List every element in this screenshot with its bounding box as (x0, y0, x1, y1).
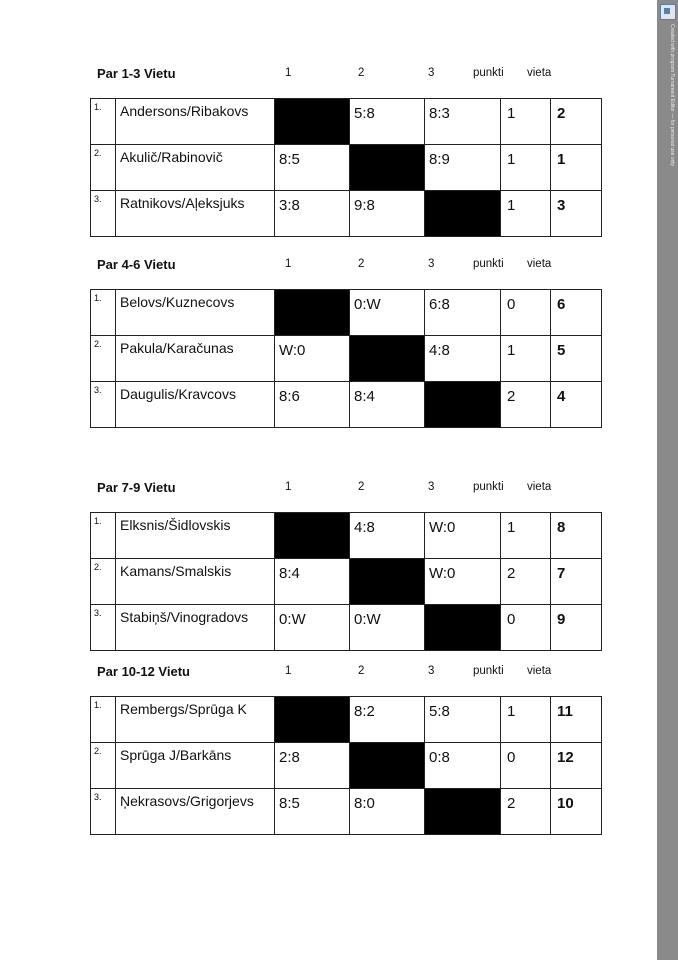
points-cell: 0 (501, 743, 551, 789)
self-match-cell (425, 789, 501, 835)
place-cell: 8 (551, 513, 602, 559)
row-number: 1. (91, 513, 116, 559)
self-match-cell (350, 559, 425, 605)
group-header (90, 257, 565, 277)
self-match-cell (275, 99, 350, 145)
match-score: 0:W (350, 290, 425, 336)
match-score: 8:9 (425, 145, 501, 191)
self-match-cell (275, 290, 350, 336)
column-header-place: vieta (527, 67, 552, 79)
self-match-cell (425, 191, 501, 237)
pair-name: Belovs/Kuznecovs (116, 290, 275, 336)
place-cell: 10 (551, 789, 602, 835)
row-number: 1. (91, 697, 116, 743)
match-score: 4:8 (350, 513, 425, 559)
place-cell: 6 (551, 290, 602, 336)
self-match-cell (350, 145, 425, 191)
table-row (91, 145, 602, 191)
column-header-c2: 2 (358, 665, 365, 677)
match-score: 0:8 (425, 743, 501, 789)
column-header-points: punkti (473, 481, 504, 493)
group-title: Par 4-6 Vietu (97, 257, 176, 272)
row-number: 1. (91, 99, 116, 145)
row-number: 2. (91, 743, 116, 789)
match-score: 8:2 (350, 697, 425, 743)
points-cell: 1 (501, 191, 551, 237)
group-header (90, 66, 565, 86)
place-cell: 1 (551, 145, 602, 191)
standings-group (90, 480, 566, 628)
match-score: 5:8 (425, 697, 501, 743)
row-number: 2. (91, 559, 116, 605)
group-title: Par 1-3 Vietu (97, 66, 176, 81)
points-cell: 2 (501, 382, 551, 428)
row-number: 1. (91, 290, 116, 336)
self-match-cell (350, 743, 425, 789)
self-match-cell (425, 605, 501, 651)
standings-group (90, 66, 566, 214)
column-header-c1: 1 (285, 665, 292, 677)
points-cell: 1 (501, 145, 551, 191)
column-header-points: punkti (473, 665, 504, 677)
standings-table (90, 98, 602, 237)
place-cell: 7 (551, 559, 602, 605)
row-number: 2. (91, 145, 116, 191)
group-header (90, 480, 565, 500)
match-score: 9:8 (350, 191, 425, 237)
row-number: 3. (91, 191, 116, 237)
column-header-c3: 3 (428, 258, 435, 270)
standings-table (90, 696, 602, 835)
column-header-c2: 2 (358, 481, 365, 493)
app-logo-icon (660, 4, 676, 20)
pair-name: Kamans/Smalskis (116, 559, 275, 605)
table-row (91, 336, 602, 382)
place-cell: 3 (551, 191, 602, 237)
self-match-cell (275, 513, 350, 559)
row-number: 3. (91, 605, 116, 651)
place-cell: 11 (551, 697, 602, 743)
table-row (91, 99, 602, 145)
side-strip (657, 0, 678, 960)
match-score: 4:8 (425, 336, 501, 382)
pair-name: Sprūga J/Barkāns (116, 743, 275, 789)
pair-name: Daugulis/Kravcovs (116, 382, 275, 428)
column-header-place: vieta (527, 481, 552, 493)
place-cell: 2 (551, 99, 602, 145)
column-header-c1: 1 (285, 258, 292, 270)
standings-group (90, 664, 574, 812)
match-score: 3:8 (275, 191, 350, 237)
self-match-cell (275, 697, 350, 743)
table-row (91, 697, 602, 743)
pair-name: Ratnikovs/Aļeksjuks (116, 191, 275, 237)
column-header-c2: 2 (358, 67, 365, 79)
match-score: 8:5 (275, 145, 350, 191)
points-cell: 2 (501, 789, 551, 835)
standings-table (90, 512, 602, 651)
match-score: 8:5 (275, 789, 350, 835)
match-score: 8:6 (275, 382, 350, 428)
table-row (91, 605, 602, 651)
row-number: 3. (91, 789, 116, 835)
group-header (90, 664, 565, 684)
points-cell: 0 (501, 605, 551, 651)
match-score: 2:8 (275, 743, 350, 789)
match-score: W:0 (275, 336, 350, 382)
column-header-c1: 1 (285, 481, 292, 493)
pair-name: Andersons/Ribakovs (116, 99, 275, 145)
table-row (91, 290, 602, 336)
match-score: 5:8 (350, 99, 425, 145)
match-score: 8:4 (275, 559, 350, 605)
table-row (91, 789, 602, 835)
group-title: Par 7-9 Vietu (97, 480, 176, 495)
match-score: 0:W (350, 605, 425, 651)
points-cell: 1 (501, 336, 551, 382)
pair-name: Pakula/Karačunas (116, 336, 275, 382)
match-score: W:0 (425, 513, 501, 559)
pair-name: Elksnis/Šidlovskis (116, 513, 275, 559)
points-cell: 1 (501, 513, 551, 559)
column-header-c3: 3 (428, 67, 435, 79)
column-header-points: punkti (473, 258, 504, 270)
match-score: 8:4 (350, 382, 425, 428)
place-cell: 5 (551, 336, 602, 382)
column-header-c3: 3 (428, 481, 435, 493)
table-row (91, 191, 602, 237)
table-row (91, 559, 602, 605)
place-cell: 12 (551, 743, 602, 789)
row-number: 3. (91, 382, 116, 428)
standings-group (90, 257, 566, 405)
match-score: 0:W (275, 605, 350, 651)
place-cell: 4 (551, 382, 602, 428)
pair-name: Ņekrasovs/Grigorjevs (116, 789, 275, 835)
column-header-place: vieta (527, 665, 552, 677)
column-header-c1: 1 (285, 67, 292, 79)
column-header-c2: 2 (358, 258, 365, 270)
pair-name: Rembergs/Sprūga K (116, 697, 275, 743)
self-match-cell (350, 336, 425, 382)
pair-name: Akulič/Rabinovič (116, 145, 275, 191)
table-row (91, 743, 602, 789)
column-header-place: vieta (527, 258, 552, 270)
self-match-cell (425, 382, 501, 428)
group-title: Par 10-12 Vietu (97, 664, 190, 679)
match-score: 8:0 (350, 789, 425, 835)
pair-name: Stabiņš/Vinogradovs (116, 605, 275, 651)
points-cell: 0 (501, 290, 551, 336)
points-cell: 1 (501, 697, 551, 743)
points-cell: 1 (501, 99, 551, 145)
match-score: 8:3 (425, 99, 501, 145)
table-row (91, 382, 602, 428)
match-score: W:0 (425, 559, 501, 605)
match-score: 6:8 (425, 290, 501, 336)
column-header-points: punkti (473, 67, 504, 79)
points-cell: 2 (501, 559, 551, 605)
table-row (91, 513, 602, 559)
place-cell: 9 (551, 605, 602, 651)
standings-table (90, 289, 602, 428)
side-strip-text: Created with program Turnament Editor — for personal use only (669, 24, 675, 167)
column-header-c3: 3 (428, 665, 435, 677)
row-number: 2. (91, 336, 116, 382)
